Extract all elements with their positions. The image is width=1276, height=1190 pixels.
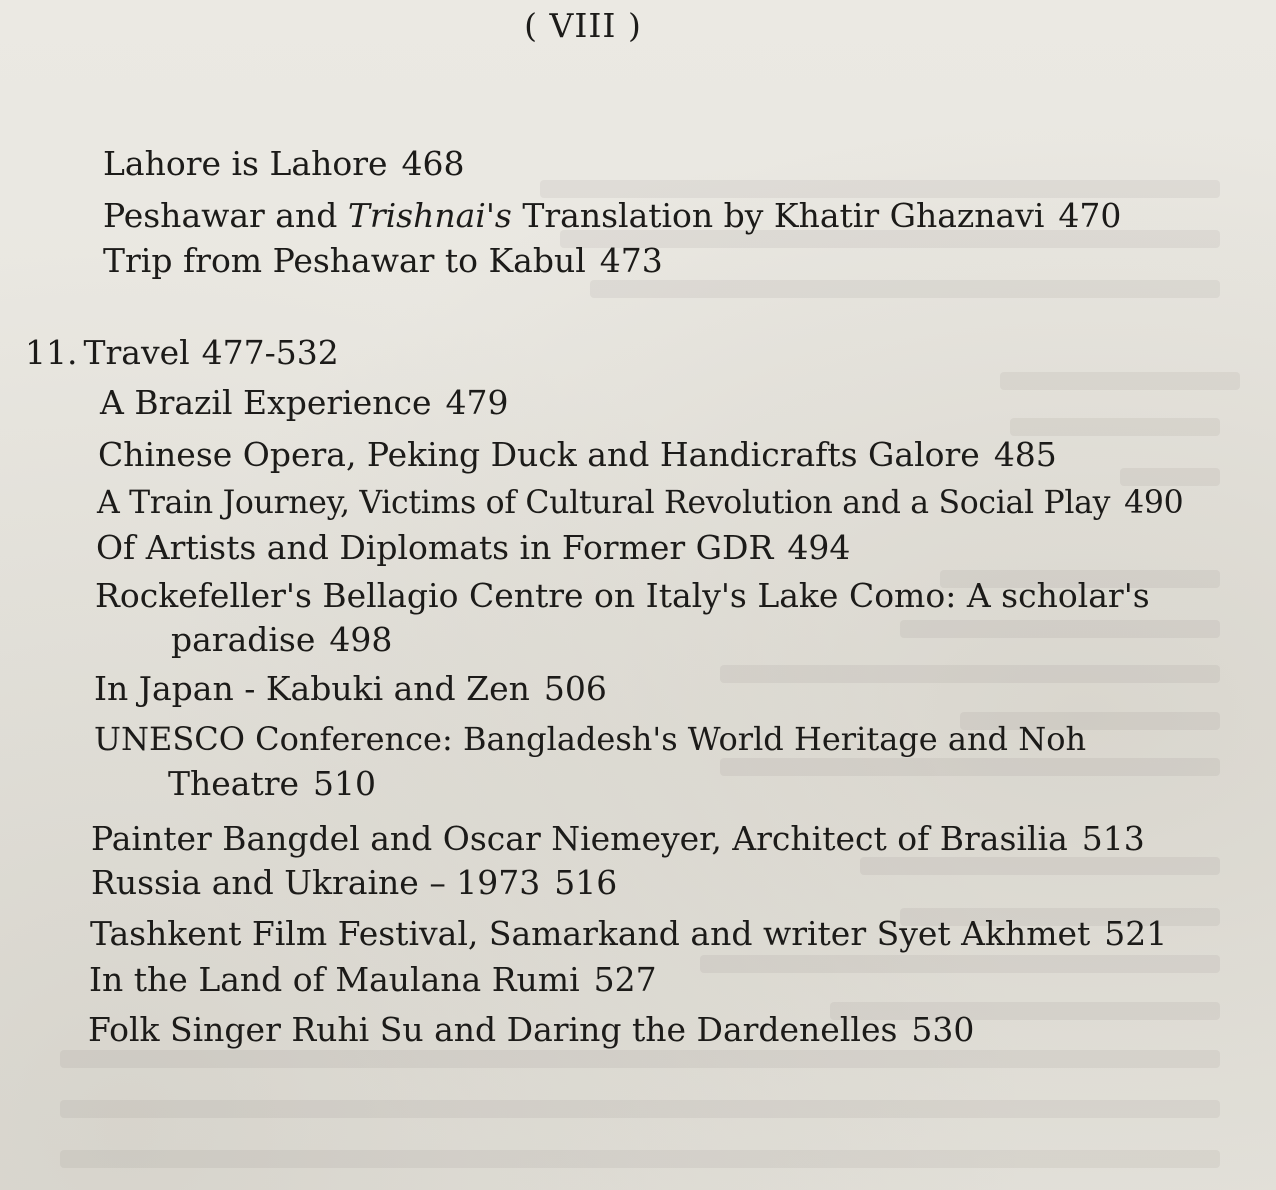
toc-entry <box>91 863 617 903</box>
entry-title: Trip from Peshawar to Kabul <box>103 241 586 280</box>
toc-entry <box>90 914 1167 954</box>
entry-page-number: 516 <box>554 863 618 902</box>
section-number: 11. <box>25 333 78 372</box>
entry-title: Lahore is Lahore <box>103 144 388 183</box>
entry-page-number: 506 <box>543 669 607 708</box>
page-number: ( VIII ) <box>524 6 642 45</box>
toc-entry <box>98 435 1057 475</box>
entry-page-number: 530 <box>911 1010 975 1049</box>
entry-title: A Brazil Experience <box>100 383 432 422</box>
toc-entry <box>89 960 657 1000</box>
toc-entry <box>95 576 1150 616</box>
entry-title: In the Land of Maulana Rumi <box>89 960 580 999</box>
entry-title: Chinese Opera, Peking Duck and Handicrafts Galore <box>98 435 980 474</box>
toc-entry <box>94 719 1086 759</box>
entry-page-number: 498 <box>329 620 393 659</box>
toc-entry <box>103 241 663 281</box>
entry-page-number: 527 <box>593 960 657 999</box>
entry-title-rest: Translation by Khatir Ghaznavi <box>511 196 1045 235</box>
toc-entry <box>94 669 607 709</box>
section-heading <box>25 333 339 373</box>
entry-page-number: 521 <box>1104 914 1168 953</box>
entry-title-continued: Theatre <box>168 764 300 803</box>
entry-title: In Japan - Kabuki and Zen <box>94 669 530 708</box>
toc-entry <box>96 528 850 568</box>
entry-title: Folk Singer Ruhi Su and Daring the Dardenelles <box>88 1010 898 1049</box>
entry-title: Peshawar and <box>103 196 348 235</box>
entry-title-italic: Trishnai's <box>347 196 512 235</box>
entry-page-number: 473 <box>599 241 663 280</box>
section-title: Travel <box>83 333 190 372</box>
entry-page-number: 468 <box>401 144 465 183</box>
toc-entry <box>88 1010 974 1050</box>
entry-title: A Train Journey, Victims of Cultural Revolution and a Social Play <box>97 485 1111 521</box>
entry-title: Tashkent Film Festival, Samarkand and writer Syet Akhmet <box>90 914 1091 953</box>
entry-page-number: 485 <box>993 435 1057 474</box>
toc-entry <box>103 144 465 184</box>
toc-entry-continued <box>95 620 392 660</box>
entry-page-number: 479 <box>445 383 509 422</box>
section-page-range: 477-532 <box>201 333 339 372</box>
toc-entry <box>91 819 1145 859</box>
toc-entry <box>103 196 1121 236</box>
toc-entry-continued <box>92 764 376 804</box>
entry-title: Rockefeller's Bellagio Centre on Italy's Lake Como: A scholar's <box>95 576 1150 615</box>
entry-page-number: 470 <box>1058 196 1122 235</box>
entry-page-number: 510 <box>313 764 377 803</box>
entry-title: Of Artists and Diplomats in Former GDR <box>96 528 774 567</box>
entry-title: Painter Bangdel and Oscar Niemeyer, Architect of Brasilia <box>91 819 1068 858</box>
toc-entry <box>100 383 508 423</box>
entry-page-number: 490 <box>1124 485 1184 521</box>
entry-page-number: 494 <box>787 528 851 567</box>
entry-title: UNESCO Conference: Bangladesh's World Heritage and Noh <box>94 720 1087 758</box>
entry-title: Russia and Ukraine – 1973 <box>91 863 541 902</box>
entry-title-continued: paradise <box>171 620 316 659</box>
entry-page-number: 513 <box>1081 819 1145 858</box>
toc-entry <box>97 483 1183 523</box>
